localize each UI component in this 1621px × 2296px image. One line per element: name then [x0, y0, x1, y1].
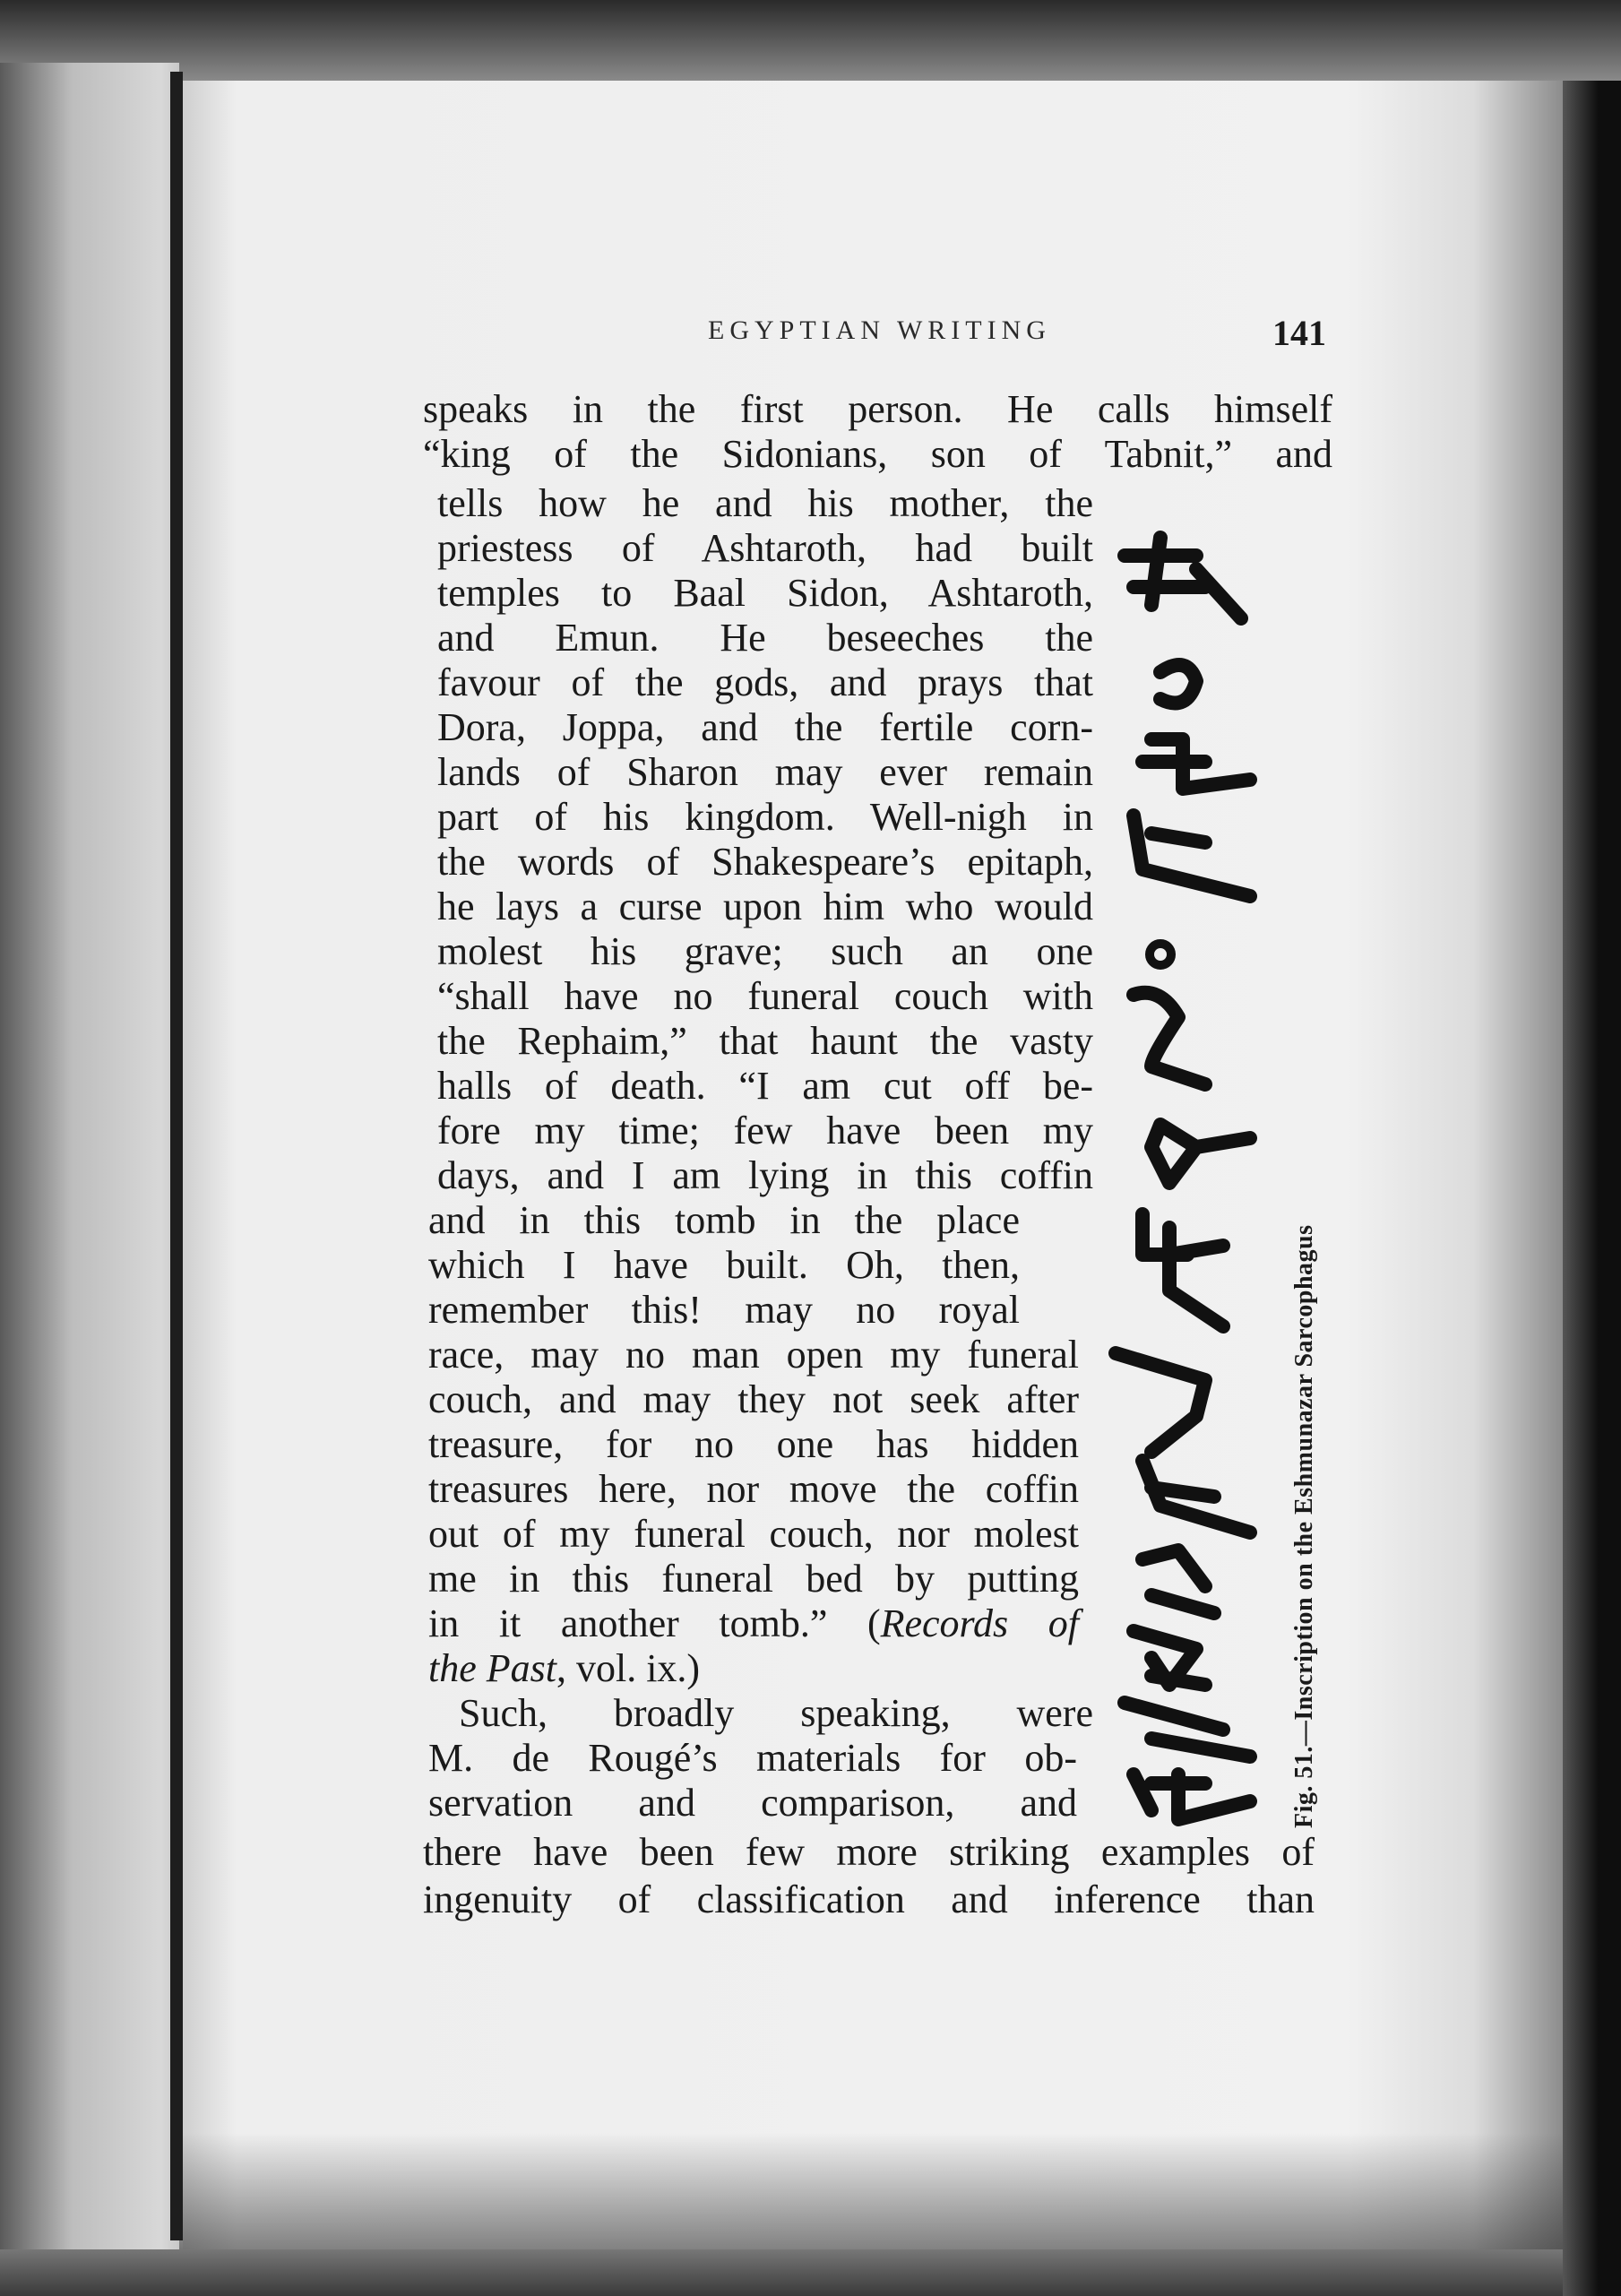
- glyph-mark: [1134, 1631, 1205, 1685]
- glyph-mark: [1151, 1125, 1250, 1183]
- glyph-mark: [1142, 1214, 1223, 1326]
- text-line: priestess of Ashtaroth, had built: [437, 526, 1093, 570]
- text-line: the Past, vol. ix.): [428, 1646, 701, 1690]
- text-line: me in this funeral bed by putting: [428, 1557, 1079, 1601]
- text-line: fore my time; few have been my: [437, 1109, 1093, 1152]
- text-line: molest his grave; such an one: [437, 929, 1093, 973]
- text-line: days, and I am lying in this coffin: [437, 1153, 1093, 1197]
- text-line: treasures here, nor move the coffin: [428, 1467, 1079, 1511]
- text-line: which I have built. Oh, then,: [428, 1243, 1020, 1287]
- glyph-mark: [1142, 739, 1250, 789]
- text-line: he lays a curse upon him who would: [437, 885, 1093, 928]
- glyph-mark: [1134, 816, 1250, 896]
- text-line: remember this! may no royal: [428, 1288, 1020, 1332]
- text-line: favour of the gods, and prays that: [437, 660, 1093, 704]
- text-line: couch, and may they not seek after: [428, 1377, 1079, 1421]
- glyph-mark: [1125, 538, 1241, 618]
- text-line: there have been few more striking examples of: [423, 1830, 1315, 1874]
- text-line: servation and comparison, and: [428, 1781, 1077, 1825]
- page-number: 141: [1272, 313, 1326, 353]
- text-line: race, may no man open my funeral: [428, 1333, 1079, 1377]
- text-line: speaks in the first person. He calls himself: [423, 387, 1332, 431]
- text-line: ingenuity of classification and inference than: [423, 1877, 1315, 1921]
- text-line: temples to Baal Sidon, Ashtaroth,: [437, 571, 1093, 615]
- text-line: treasure, for no one has hidden: [428, 1422, 1079, 1466]
- figure-caption: Fig. 51.—Inscription on the Eshmunazar Sarcophagus: [1290, 1224, 1318, 1828]
- text-line: the Rephaim,” that haunt the vasty: [437, 1019, 1093, 1063]
- glyph-mark: [1134, 1774, 1250, 1819]
- book-spine-shadow: [170, 72, 183, 2240]
- glyph-mark: [1150, 944, 1171, 965]
- text-line: M. de Rougé’s materials for ob-: [428, 1736, 1077, 1780]
- glyph-mark: [1125, 1703, 1250, 1757]
- text-line: “shall have no funeral couch with: [437, 974, 1093, 1018]
- text-line: “king of the Sidonians, son of Tabnit,” and: [423, 432, 1332, 476]
- text-line: tells how he and his mother, the: [437, 481, 1093, 525]
- glyph-mark: [1160, 665, 1196, 703]
- text-line: Dora, Joppa, and the fertile corn-: [437, 705, 1093, 749]
- glyph-mark: [1134, 993, 1205, 1084]
- running-header-title: EGYPTIAN WRITING: [708, 315, 1051, 345]
- text-line: and in this tomb in the place: [428, 1198, 1020, 1242]
- text-line: in it another tomb.” (Records of: [428, 1601, 1079, 1645]
- page-right-edge-shadow: [1563, 81, 1621, 2296]
- text-line: out of my funeral couch, nor molest: [428, 1512, 1079, 1556]
- facing-page-edge: [0, 63, 179, 2249]
- glyph-mark: [1142, 1550, 1214, 1613]
- text-line: the words of Shakespeare’s epitaph,: [437, 840, 1093, 884]
- text-line: halls of death. “I am cut off be-: [437, 1064, 1093, 1108]
- page-bottom-shadow: [183, 2133, 1563, 2249]
- text-line: Such, broadly speaking, were: [459, 1691, 1093, 1735]
- glyph-mark: [1142, 1461, 1250, 1532]
- phoenician-inscription-figure: [1098, 520, 1286, 1828]
- text-line: part of his kingdom. Well-nigh in: [437, 795, 1093, 839]
- text-line: lands of Sharon may ever remain: [437, 750, 1093, 794]
- text-line: and Emun. He beseeches the: [437, 616, 1093, 660]
- glyph-mark: [1116, 1353, 1205, 1452]
